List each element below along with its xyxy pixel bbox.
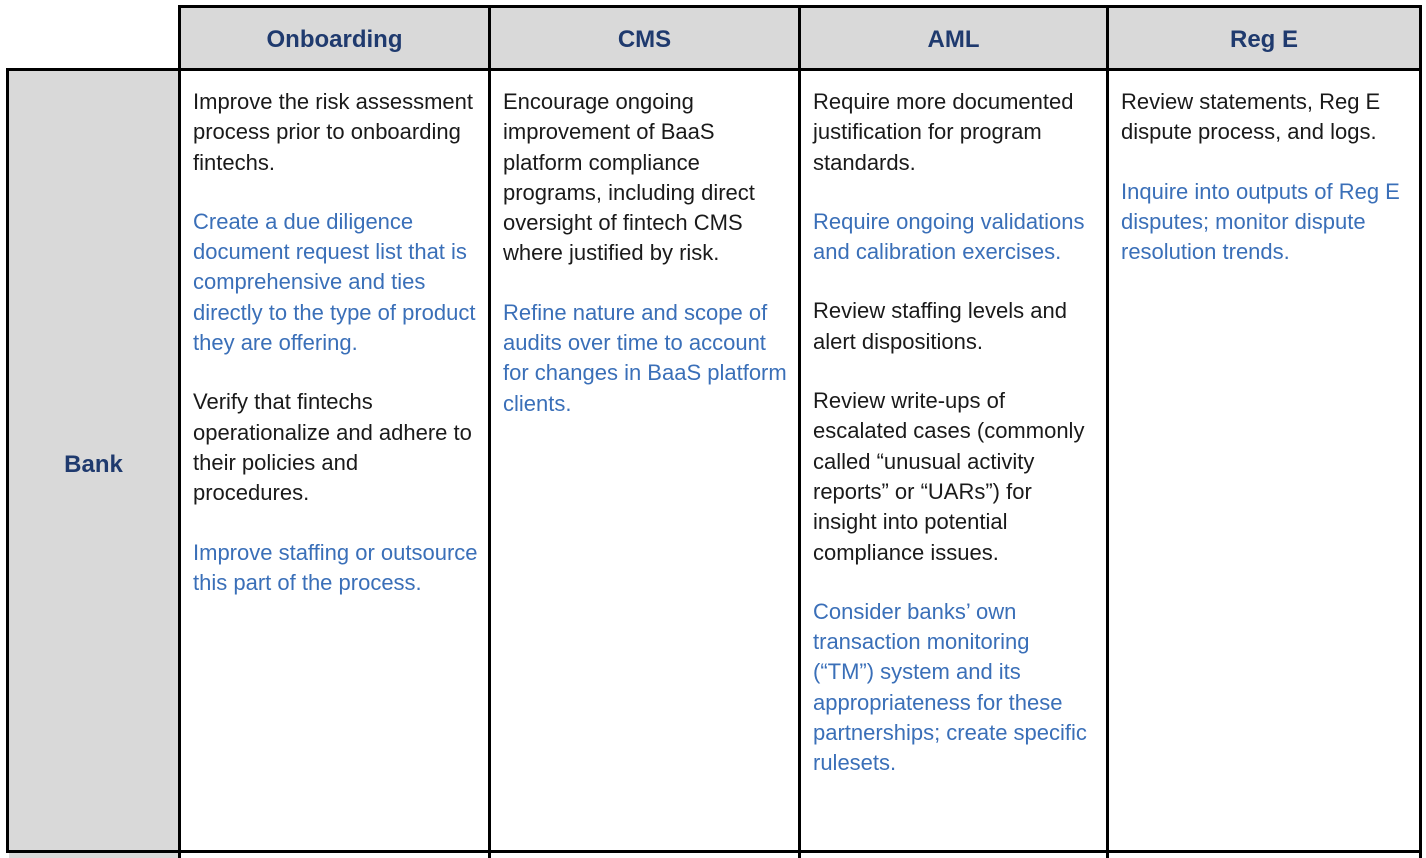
border-right [1419,5,1422,858]
cell-paragraph: Review write-ups of escalated cases (commonly called “unusual activity reports” or “UARs”) for insight into potential compliance issues. [813,388,1085,565]
column-header-reg-e: Reg E [1109,7,1419,68]
border-bottom [6,850,1422,853]
cell-bank-onboarding [181,71,488,858]
cell-paragraph: Improve staffing or outsource this part of the process. [193,539,478,595]
cell-bank-reg-e [1109,71,1419,858]
border-col-3 [798,5,801,858]
cell-paragraph: Refine nature and scope of audits over time to account for changes in BaaS platform clients. [503,299,787,416]
border-col-2 [488,5,491,858]
row-header-bank: Bank [9,71,178,858]
column-header-cms: CMS [491,7,798,68]
cell-paragraph: Require more documented justification for program standards. [813,89,1074,175]
cell-paragraph: Review staffing levels and alert dispositions. [813,298,1067,354]
cell-paragraph: Create a due diligence document request list that is comprehensive and ties directly to the type of product they are offering. [193,208,476,356]
cell-bank-aml [801,71,1106,858]
border-header-bottom [6,68,1422,71]
cell-paragraph: Consider banks’ own transaction monitoring (“TM”) system and its appropriateness for these partnerships; create specific rulesets. [813,598,1087,776]
cell-paragraph: Inquire into outputs of Reg E disputes; monitor dispute resolution trends. [1121,178,1400,265]
cell-paragraph: Verify that fintechs operationalize and adhere to their policies and procedures. [193,389,472,506]
column-header-aml: AML [801,7,1106,68]
cell-paragraph: Review statements, Reg E dispute process, and logs. [1121,89,1381,145]
cell-bank-cms [491,71,798,858]
cell-paragraph: Improve the risk assessment process prior to onboarding fintechs. [193,89,473,175]
border-left [6,68,9,853]
column-header-onboarding: Onboarding [181,7,488,68]
border-col-4 [1106,5,1109,858]
cell-paragraph: Encourage ongoing improvement of BaaS platform compliance programs, including direct oversight of fintech CMS where justified by risk. [503,89,755,266]
cell-paragraph: Require ongoing validations and calibration exercises. [813,208,1085,265]
border-col-1 [178,5,181,858]
